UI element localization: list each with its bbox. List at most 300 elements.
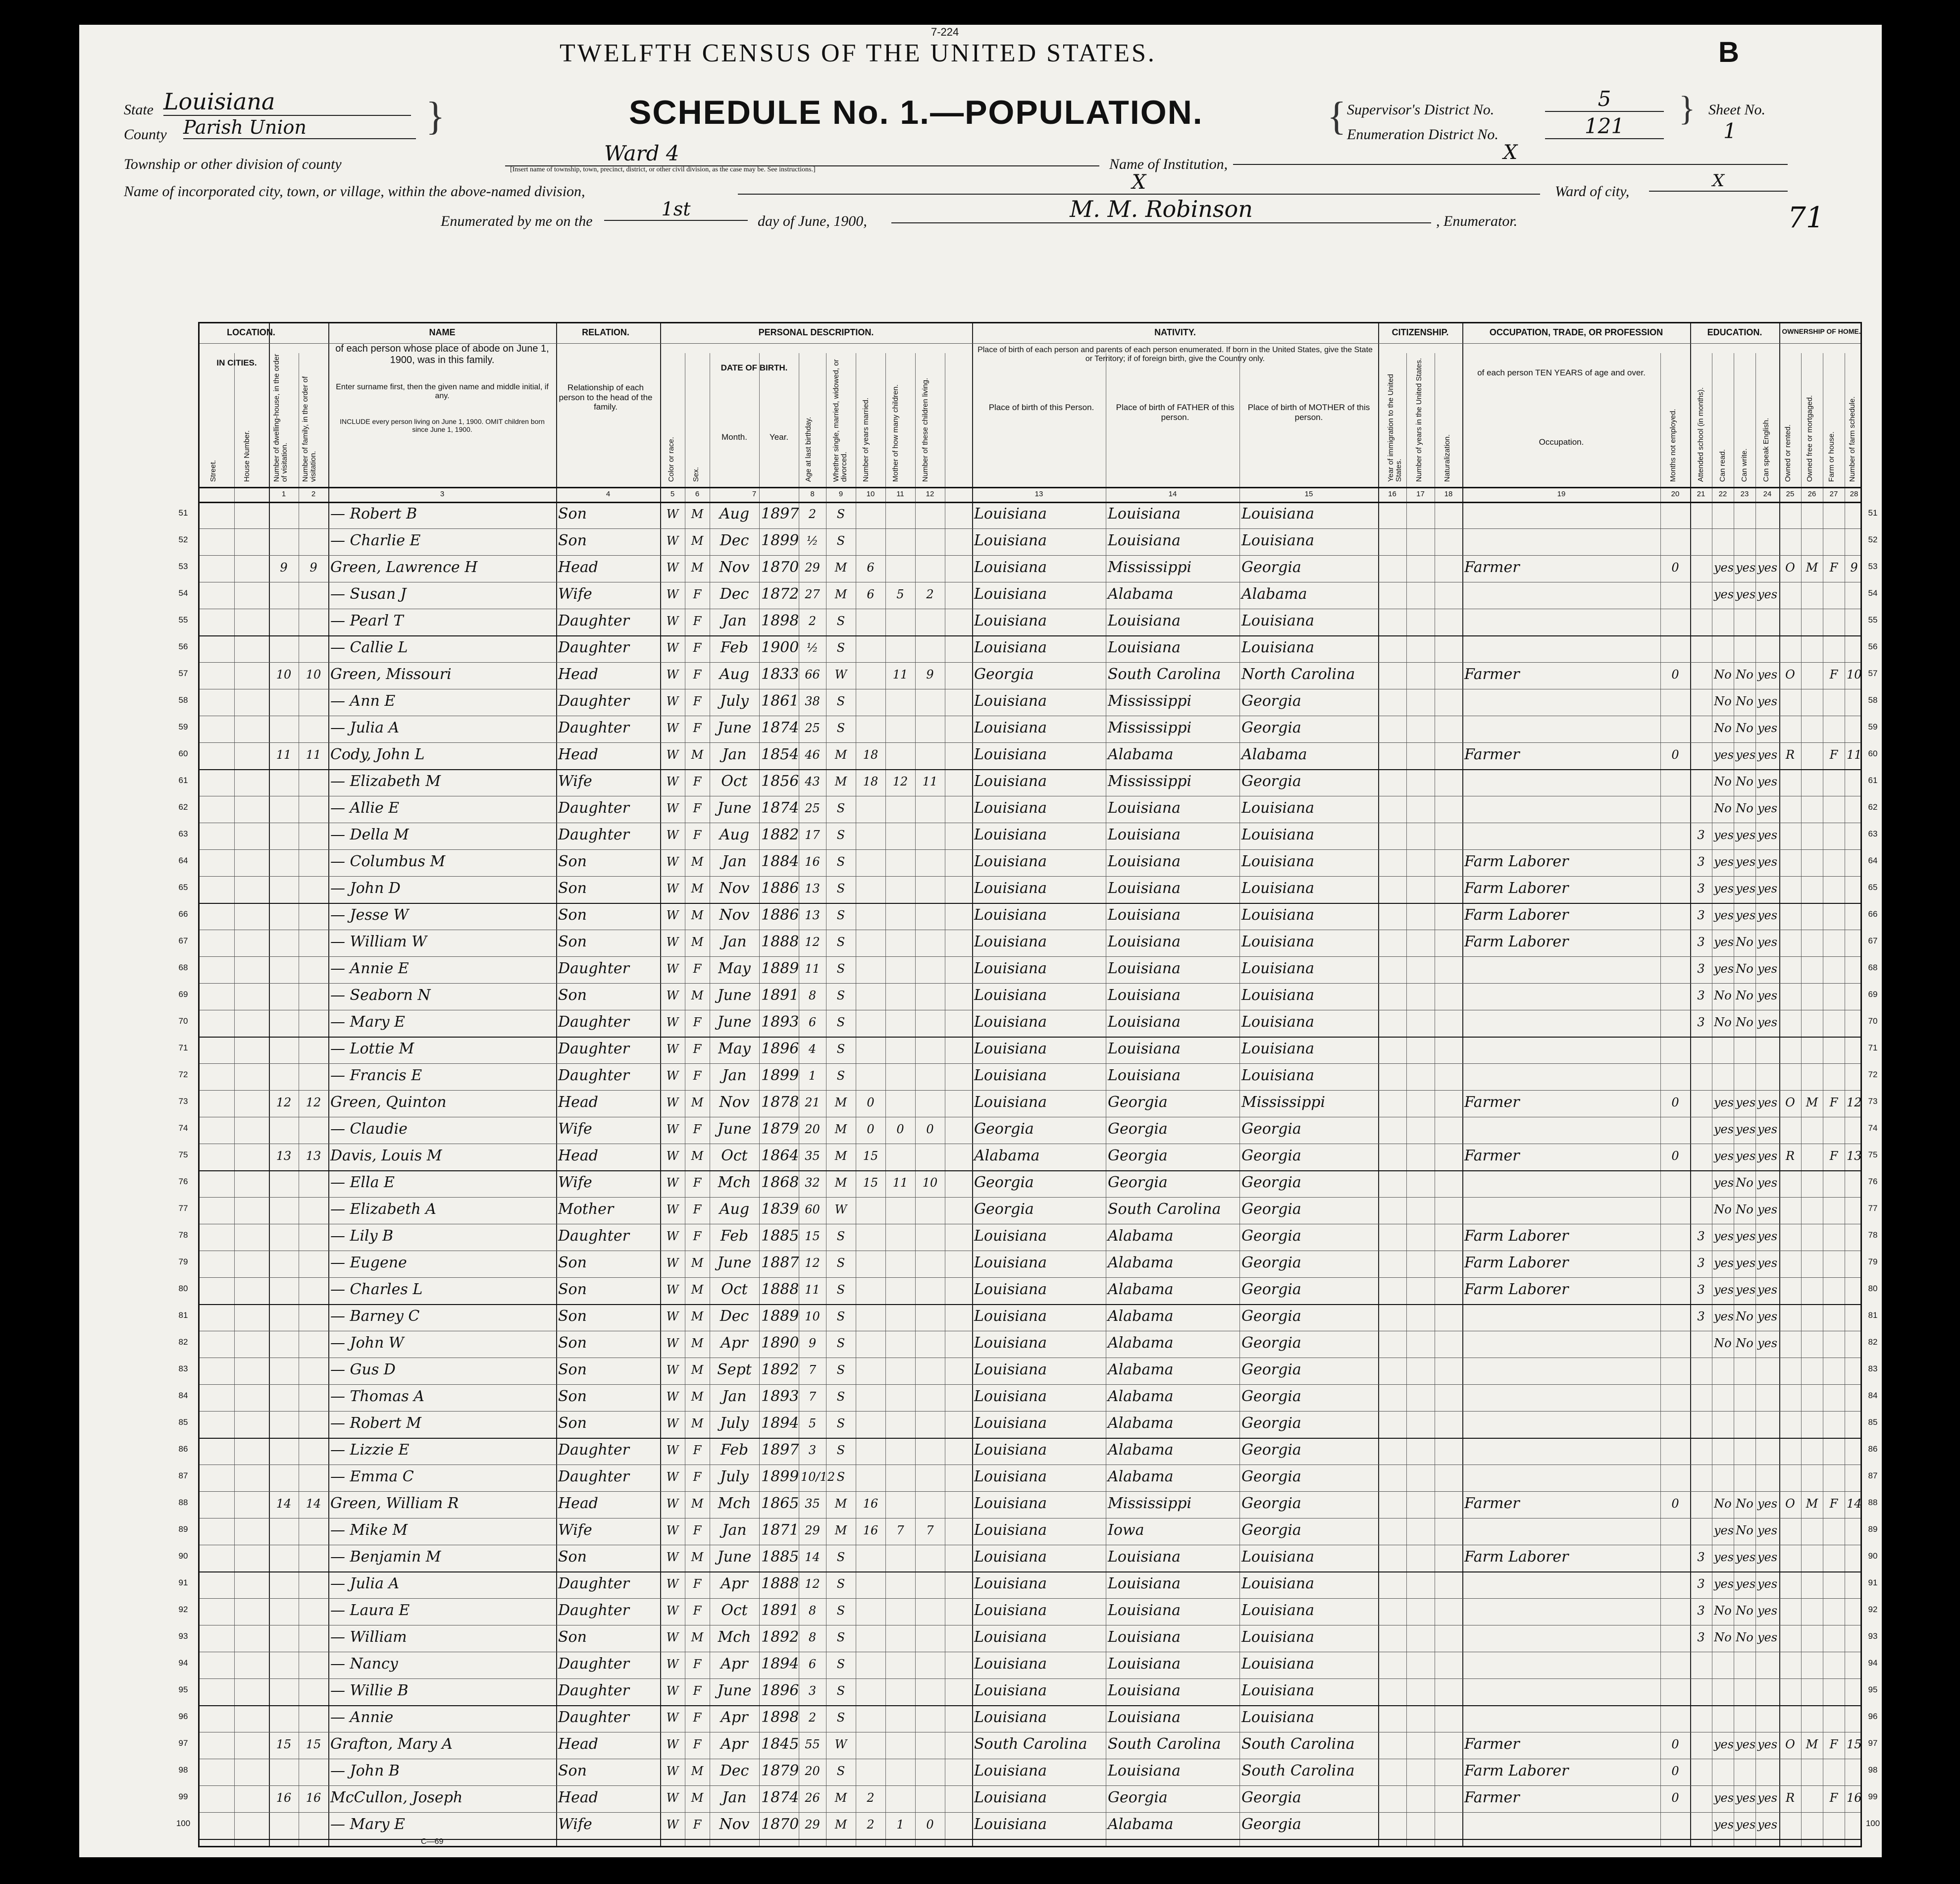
cell-bp: Louisiana (974, 1468, 1047, 1485)
cell-dw (271, 1812, 297, 1837)
cell-dw (271, 983, 297, 1008)
cell-read: yes (1714, 1577, 1734, 1591)
cell-fam (301, 1170, 326, 1195)
cell-sex: F (693, 1229, 702, 1243)
cell-bp: Louisiana (974, 1227, 1047, 1245)
line-number: 94 (178, 1658, 188, 1668)
cell-fam (301, 849, 326, 874)
brace-right-2: } (1679, 90, 1696, 128)
cell-sch (1692, 1438, 1710, 1463)
cell-bm: Louisiana (1241, 853, 1314, 870)
cell-ym (858, 1678, 883, 1703)
cell-unemp (1662, 1598, 1688, 1623)
cell-age: 3 (808, 1684, 817, 1698)
cell-occ: Farm Laborer (1464, 1762, 1569, 1779)
cell-bf: Alabama (1108, 1227, 1174, 1245)
cell-write: No (1736, 775, 1754, 788)
cell-fs (1847, 528, 1861, 553)
cell-bm: Louisiana (1241, 1709, 1314, 1726)
cell-occ: Farm Laborer (1464, 1254, 1569, 1271)
cell-sex: F (693, 1015, 702, 1029)
cell-ym (858, 662, 883, 687)
cell-bm: Georgia (1241, 1174, 1301, 1191)
cell-bp: Louisiana (974, 880, 1047, 897)
cell-month: Jan (722, 746, 747, 763)
cell-bf: Alabama (1108, 1361, 1174, 1378)
cell-eng: yes (1757, 908, 1778, 922)
cell-write (1736, 1678, 1754, 1703)
cell-bf: Louisiana (1108, 1682, 1181, 1699)
cell-sex: M (691, 1791, 704, 1805)
cell-unemp (1662, 1625, 1688, 1650)
cell-sch (1692, 1732, 1710, 1757)
cell-color: W (666, 1791, 679, 1805)
cell-ch: 7 (926, 1523, 934, 1537)
cell-bm: Mississippi (1241, 1094, 1326, 1111)
cell-color: W (666, 668, 679, 681)
cell-age: 26 (805, 1791, 820, 1805)
line-number: 91 (1868, 1578, 1878, 1587)
cell-month: July (720, 1468, 749, 1485)
cell-name: — Julia A (330, 719, 400, 736)
cell-bm: Louisiana (1241, 960, 1314, 977)
cell-age: 66 (805, 668, 820, 681)
cell-ch (917, 903, 943, 928)
cell-fs (1847, 1331, 1861, 1356)
col-name: of each person whose place of abode on June 1, 1900, was in this family. (335, 343, 549, 366)
cell-age: 11 (805, 1283, 820, 1297)
cell-unemp (1662, 1224, 1688, 1249)
city-label: Name of incorporated city, town, or village, within the above-named division, (124, 183, 585, 200)
cell-bp: Louisiana (974, 1655, 1047, 1673)
cell-mo (887, 1545, 913, 1570)
cell-own: O (1785, 1096, 1795, 1109)
line-number: 92 (1868, 1605, 1878, 1614)
cell-dw (271, 689, 297, 714)
cell-ym: 6 (867, 561, 875, 575)
cell-bf: Louisiana (1108, 960, 1181, 977)
cell-eng (1757, 502, 1777, 526)
cell-sch: 3 (1697, 828, 1705, 842)
cell-rel: Son (558, 880, 587, 897)
cell-sex: F (693, 614, 702, 628)
cell-month: Nov (719, 1094, 750, 1111)
cell-mo (887, 1384, 913, 1409)
cell-mo (887, 1491, 913, 1516)
cell-name: — Seaborn N (330, 987, 431, 1004)
cell-farm (1825, 1170, 1843, 1195)
cell-name: — Elizabeth A (330, 1201, 436, 1218)
cell-mort (1803, 1197, 1821, 1222)
cell-unemp (1662, 823, 1688, 847)
cell-year: 1893 (761, 1013, 799, 1031)
cell-dw (271, 582, 297, 607)
cell-rel: Head (558, 666, 599, 683)
cell-fs (1847, 1224, 1861, 1249)
cell-own (1781, 1705, 1799, 1730)
cell-mar: S (836, 801, 845, 815)
cell-fs (1847, 769, 1861, 794)
cell-fam (301, 1678, 326, 1703)
cell-write: yes (1736, 587, 1756, 601)
cell-ch (917, 983, 943, 1008)
cell-eng: yes (1757, 1015, 1778, 1029)
cell-mar: S (836, 1577, 845, 1591)
cell-bf: Alabama (1108, 746, 1174, 763)
cell-sex: M (691, 882, 704, 895)
cell-fs (1847, 1063, 1861, 1088)
cell-age: 10/12 (801, 1470, 835, 1484)
cell-own (1781, 1812, 1799, 1837)
cell-dw (271, 1652, 297, 1676)
cell-color: W (666, 1523, 679, 1537)
cell-occ: Farmer (1464, 1094, 1520, 1111)
cell-occ (1464, 823, 1658, 847)
cell-bp: Louisiana (974, 1709, 1047, 1726)
cell-name: — Charles L (330, 1281, 423, 1298)
cell-month: Aug (719, 666, 750, 683)
cell-color: W (666, 641, 679, 655)
cell-fs (1847, 1652, 1861, 1676)
cell-fs (1847, 1304, 1861, 1329)
cell-eng: yes (1757, 1176, 1778, 1190)
cell-bp: Louisiana (974, 639, 1047, 656)
line-number: 100 (176, 1819, 191, 1828)
cell-eng: yes (1757, 882, 1778, 895)
cell-month: July (720, 692, 749, 710)
cell-read: yes (1714, 1283, 1734, 1297)
cell-mo (887, 796, 913, 821)
cell-write: No (1736, 1203, 1754, 1216)
cell-ch (917, 823, 943, 847)
cell-color: W (666, 1818, 679, 1832)
cell-fs (1847, 1571, 1861, 1596)
cell-bp: Louisiana (974, 1762, 1047, 1779)
column-number: 22 (1718, 490, 1727, 498)
state-label: State (124, 102, 154, 118)
cell-eng: yes (1757, 775, 1778, 788)
cell-fs (1847, 1037, 1861, 1061)
cell-mo (887, 1010, 913, 1035)
township-label: Township or other division of county (124, 156, 342, 172)
cell-occ (1464, 1678, 1658, 1703)
cell-year: 1892 (761, 1628, 799, 1646)
cell-bm: Alabama (1241, 746, 1307, 763)
cell-occ (1464, 716, 1658, 740)
cell-bp: Louisiana (974, 987, 1047, 1004)
cell-ch (917, 1144, 943, 1168)
cell-mar: S (836, 1711, 845, 1725)
cell-color: W (666, 534, 679, 548)
cell-dw (271, 1384, 297, 1409)
cell-farm (1825, 1251, 1843, 1275)
cell-write: No (1736, 962, 1754, 976)
cell-fs: 14 (1847, 1497, 1862, 1511)
cell-ym (858, 1438, 883, 1463)
cell-ym: 0 (867, 1122, 875, 1136)
cell-month: Feb (720, 1441, 749, 1459)
cell-sch (1692, 1117, 1710, 1142)
cell-ch (917, 1545, 943, 1570)
cell-mort (1803, 1625, 1821, 1650)
cell-mort (1803, 1411, 1821, 1436)
cell-color: W (666, 507, 679, 521)
cell-read: yes (1714, 587, 1734, 601)
table-row (200, 956, 1860, 983)
cell-mo (887, 1652, 913, 1676)
cell-sch (1692, 1491, 1710, 1516)
cell-occ (1464, 983, 1658, 1008)
cell-unemp (1662, 1277, 1688, 1302)
cell-sch (1692, 716, 1710, 740)
cell-year: 1878 (761, 1094, 799, 1111)
cell-fam (301, 1063, 326, 1088)
line-number: 63 (1868, 829, 1878, 838)
cell-month: July (720, 1414, 749, 1432)
cell-farm: F (1829, 1096, 1838, 1109)
cell-ym: 16 (863, 1523, 878, 1537)
cell-bp: Louisiana (974, 1602, 1047, 1619)
cell-fam (301, 1224, 326, 1249)
cell-eng: yes (1757, 694, 1778, 708)
cell-sch: 3 (1697, 989, 1705, 1002)
cell-own: R (1785, 1149, 1795, 1163)
cell-fam (301, 1652, 326, 1676)
cell-unemp (1662, 716, 1688, 740)
col-street: Street. (209, 460, 217, 482)
sheet-letter: B (1718, 36, 1739, 68)
cell-own (1781, 930, 1799, 954)
cell-sex: F (693, 721, 702, 735)
line-number: 86 (1868, 1444, 1878, 1454)
cell-sex: F (693, 1069, 702, 1083)
cell-ch (917, 1010, 943, 1035)
cell-color: W (666, 614, 679, 628)
line-number: 91 (178, 1578, 188, 1587)
cell-eng: yes (1757, 1336, 1778, 1350)
cell-month: Jan (722, 612, 747, 629)
cell-bf: Alabama (1108, 1281, 1174, 1298)
cell-mort (1803, 849, 1821, 874)
col-name-note1: Enter surname first, then the given name and middle initial, if any. (336, 383, 549, 401)
cell-name: — Annie E (330, 960, 409, 977)
line-number: 55 (1868, 615, 1878, 625)
cell-ym (858, 1224, 883, 1249)
cell-age: 17 (805, 828, 820, 842)
cell-farm (1825, 983, 1843, 1008)
cell-write: No (1736, 721, 1754, 735)
cell-age: 5 (808, 1416, 817, 1430)
cell-eng: yes (1757, 1577, 1778, 1591)
cell-year: 1884 (761, 853, 799, 870)
cell-name: — Callie L (330, 639, 408, 656)
cell-month: June (717, 1548, 752, 1566)
cell-bp: Louisiana (974, 559, 1047, 576)
cell-mar: M (834, 1149, 847, 1163)
cell-read (1714, 1438, 1732, 1463)
cell-farm (1825, 1812, 1843, 1837)
cell-rel: Son (558, 1548, 587, 1566)
cell-read: yes (1714, 1256, 1734, 1270)
cell-ym (858, 1384, 883, 1409)
line-number: 68 (1868, 963, 1878, 972)
line-number: 96 (178, 1712, 188, 1721)
cell-read: yes (1714, 1309, 1734, 1323)
cell-sch (1692, 1384, 1710, 1409)
group-location: LOCATION. (227, 327, 275, 337)
cell-color: W (666, 1497, 679, 1511)
enumerator-label: , Enumerator. (1436, 213, 1518, 229)
cell-year: 1868 (761, 1174, 799, 1191)
cell-mort (1803, 930, 1821, 954)
cell-sch (1692, 742, 1710, 767)
cell-ym: 0 (867, 1096, 875, 1109)
cell-age: 29 (805, 1818, 820, 1832)
cell-bf: Alabama (1108, 1308, 1174, 1325)
cell-bm: Louisiana (1241, 880, 1314, 897)
cell-own (1781, 1652, 1799, 1676)
cell-name: — Lizzie E (330, 1441, 410, 1459)
cell-read (1714, 609, 1732, 633)
cell-eng: yes (1757, 1256, 1778, 1270)
column-number: 17 (1416, 490, 1425, 498)
table-row (200, 1277, 1860, 1304)
cell-occ: Farmer (1464, 1495, 1520, 1512)
cell-own (1781, 1545, 1799, 1570)
cell-mort: M (1805, 1096, 1818, 1109)
cell-month: Mch (718, 1628, 751, 1646)
cell-dw (271, 609, 297, 633)
cell-bm: Georgia (1241, 1334, 1301, 1352)
cell-sex: F (693, 641, 702, 655)
enumeration-value: 121 (1545, 114, 1664, 139)
cell-mort (1803, 1465, 1821, 1489)
cell-fam (301, 689, 326, 714)
cell-farm (1825, 1438, 1843, 1463)
cell-eng (1757, 635, 1777, 660)
table-row (200, 689, 1860, 716)
cell-unemp: 0 (1671, 561, 1679, 575)
cell-ym (858, 635, 883, 660)
cell-mar: S (836, 855, 845, 869)
cell-fam (301, 1705, 326, 1730)
line-number: 74 (178, 1123, 188, 1133)
cell-rel: Daughter (558, 1040, 629, 1057)
cell-eng: yes (1757, 989, 1778, 1002)
line-number: 54 (178, 588, 188, 598)
cell-mort (1803, 689, 1821, 714)
cell-farm: F (1829, 561, 1838, 575)
cell-mort (1803, 1010, 1821, 1035)
cell-farm (1825, 876, 1843, 901)
cell-name: Green, William R (330, 1495, 459, 1512)
cell-ch (917, 1571, 943, 1596)
cell-mo (887, 555, 913, 580)
cell-eng (1757, 1063, 1777, 1088)
cell-age: 7 (808, 1390, 817, 1404)
cell-mo: 1 (896, 1818, 904, 1832)
cell-eng (1757, 1438, 1777, 1463)
cell-mar: M (834, 1497, 847, 1511)
cell-name: — William W (330, 933, 427, 950)
cell-bp: Louisiana (974, 505, 1047, 523)
cell-occ (1464, 1411, 1658, 1436)
line-number: 56 (1868, 642, 1878, 651)
line-number: 78 (1868, 1230, 1878, 1240)
cell-mar: M (834, 1096, 847, 1109)
cell-mo (887, 635, 913, 660)
col-years-in-us: Number of years in the United States. (1415, 358, 1423, 482)
cell-bm: Louisiana (1241, 1013, 1314, 1031)
cell-farm (1825, 849, 1843, 874)
cell-fs (1847, 1251, 1861, 1275)
cell-year: 1894 (761, 1655, 799, 1673)
cell-read: yes (1714, 1229, 1734, 1243)
enumerated-mid: day of June, 1900, (758, 213, 867, 229)
cell-fs: 10 (1847, 668, 1862, 681)
cell-write: No (1736, 935, 1754, 949)
line-number: 61 (178, 776, 188, 785)
cell-fs (1847, 1678, 1861, 1703)
line-number: 61 (1868, 776, 1878, 785)
cell-month: Jan (722, 933, 747, 950)
cell-ym: 6 (867, 587, 875, 601)
cell-sch: 3 (1697, 1283, 1705, 1297)
cell-eng: yes (1757, 1229, 1778, 1243)
cell-fs (1847, 502, 1861, 526)
cell-bf: Louisiana (1108, 880, 1181, 897)
cell-name: — Elizabeth M (330, 773, 441, 790)
cell-color: W (666, 1015, 679, 1029)
cell-color: W (666, 1149, 679, 1163)
cell-age: 8 (808, 989, 817, 1002)
line-number: 56 (178, 642, 188, 651)
cell-sch (1692, 1358, 1710, 1382)
cell-dw (271, 1358, 297, 1382)
cell-occ (1464, 1197, 1658, 1222)
table-row (200, 1197, 1860, 1224)
cell-mort (1803, 876, 1821, 901)
cell-ym: 15 (863, 1176, 878, 1190)
cell-ym (858, 983, 883, 1008)
line-number: 98 (1868, 1765, 1878, 1775)
line-number: 88 (1868, 1498, 1878, 1507)
cell-month: Mch (718, 1174, 751, 1191)
line-number: 78 (178, 1230, 188, 1240)
cell-mar: S (836, 1764, 845, 1778)
cell-bp: Louisiana (974, 1308, 1047, 1325)
cell-color: W (666, 1657, 679, 1671)
cell-bp: Louisiana (974, 799, 1047, 817)
cell-fs (1847, 876, 1861, 901)
line-number: 68 (178, 963, 188, 972)
cell-write: yes (1736, 561, 1756, 575)
cell-name: — John B (330, 1762, 400, 1779)
cell-bf: Louisiana (1108, 532, 1181, 549)
cell-read (1714, 1063, 1732, 1088)
cell-bf: Alabama (1108, 1816, 1174, 1833)
cell-occ (1464, 609, 1658, 633)
cell-age: 38 (805, 694, 820, 708)
cell-month: Aug (719, 826, 750, 843)
col-owned-rented: Owned or rented. (1784, 424, 1792, 482)
cell-farm: F (1829, 1149, 1838, 1163)
cell-bp: Louisiana (974, 853, 1047, 870)
cell-read: No (1714, 721, 1732, 735)
cell-color: W (666, 882, 679, 895)
cell-write: yes (1736, 855, 1756, 869)
cell-sch (1692, 1785, 1710, 1810)
